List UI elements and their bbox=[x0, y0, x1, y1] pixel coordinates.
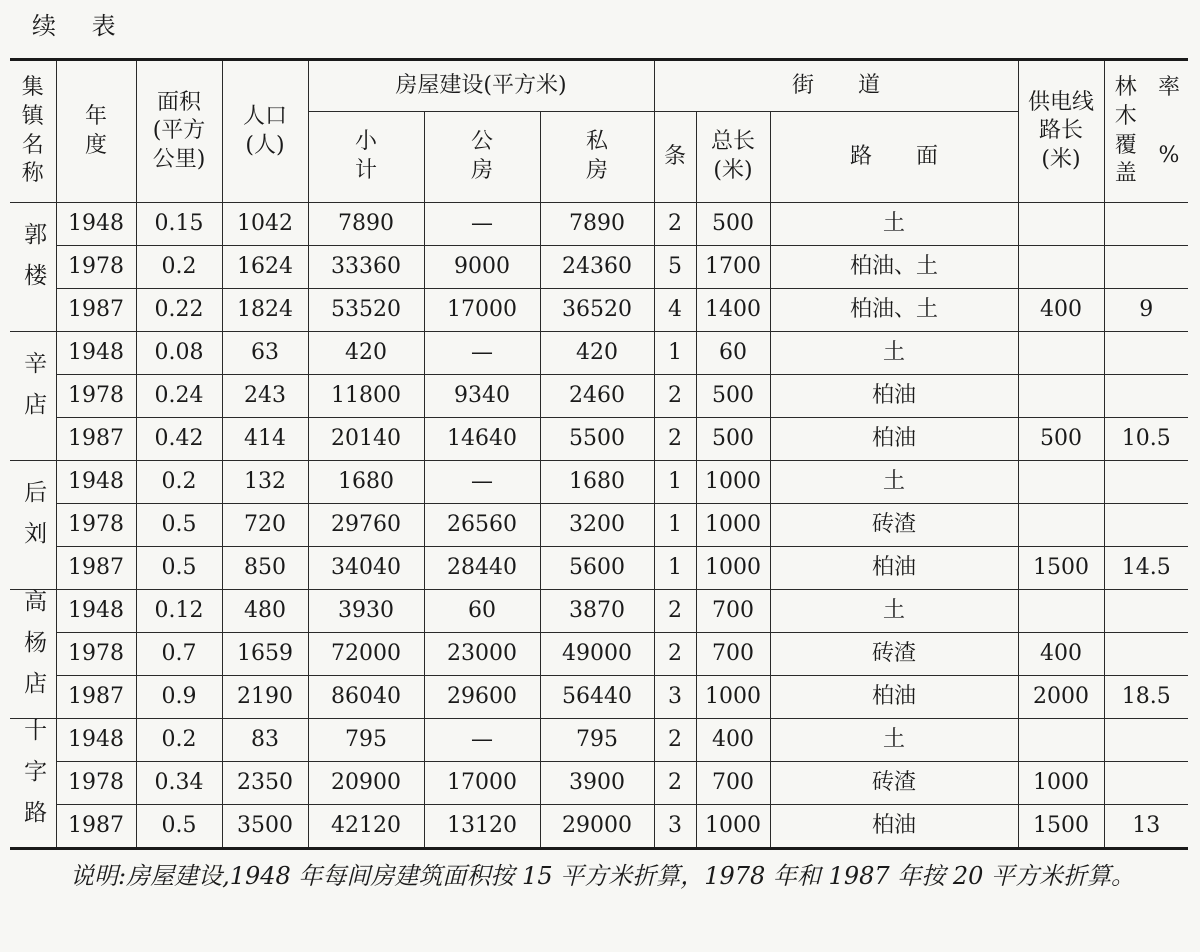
housing-public-cell: — bbox=[424, 461, 540, 504]
street-surface-cell: 砖渣 bbox=[770, 633, 1018, 676]
population-cell: 1824 bbox=[222, 289, 308, 332]
street-length-cell: 1700 bbox=[696, 246, 770, 289]
housing-public-cell: 29600 bbox=[424, 676, 540, 719]
housing-public-cell: — bbox=[424, 203, 540, 246]
housing-private-cell: 3870 bbox=[540, 590, 654, 633]
year-cell: 1987 bbox=[56, 418, 136, 461]
housing-total-cell: 795 bbox=[308, 719, 424, 762]
street-surface-cell: 土 bbox=[770, 332, 1018, 375]
housing-total-cell: 3930 bbox=[308, 590, 424, 633]
header-street-length: 总长(米) bbox=[696, 112, 770, 203]
year-cell: 1948 bbox=[56, 590, 136, 633]
header-year: 年度 bbox=[56, 60, 136, 203]
housing-public-cell: 13120 bbox=[424, 805, 540, 849]
forest-cover-cell: 9 bbox=[1104, 289, 1188, 332]
forest-cover-cell bbox=[1104, 332, 1188, 375]
area-cell: 0.7 bbox=[136, 633, 222, 676]
housing-private-cell: 5500 bbox=[540, 418, 654, 461]
street-length-cell: 500 bbox=[696, 375, 770, 418]
population-cell: 3500 bbox=[222, 805, 308, 849]
forest-cover-cell bbox=[1104, 504, 1188, 547]
population-cell: 63 bbox=[222, 332, 308, 375]
street-surface-cell: 柏油 bbox=[770, 375, 1018, 418]
street-count-cell: 2 bbox=[654, 633, 696, 676]
forest-cover-cell bbox=[1104, 762, 1188, 805]
housing-private-cell: 56440 bbox=[540, 676, 654, 719]
table-body bbox=[10, 203, 1188, 849]
header-housing-group: 房屋建设(平方米) bbox=[308, 60, 654, 112]
housing-public-cell: — bbox=[424, 719, 540, 762]
table-row bbox=[10, 418, 1188, 461]
housing-private-cell: 24360 bbox=[540, 246, 654, 289]
population-cell: 132 bbox=[222, 461, 308, 504]
housing-total-cell: 72000 bbox=[308, 633, 424, 676]
housing-total-cell: 34040 bbox=[308, 547, 424, 590]
power-line-cell: 400 bbox=[1018, 633, 1104, 676]
forest-cover-cell bbox=[1104, 633, 1188, 676]
street-length-cell: 400 bbox=[696, 719, 770, 762]
housing-public-cell: 9340 bbox=[424, 375, 540, 418]
street-count-cell: 2 bbox=[654, 375, 696, 418]
street-surface-cell: 土 bbox=[770, 461, 1018, 504]
area-cell: 0.24 bbox=[136, 375, 222, 418]
area-cell: 0.5 bbox=[136, 547, 222, 590]
power-line-cell bbox=[1018, 375, 1104, 418]
year-cell: 1948 bbox=[56, 332, 136, 375]
power-line-cell bbox=[1018, 246, 1104, 289]
street-length-cell: 500 bbox=[696, 203, 770, 246]
town-name-cell: 十字路 bbox=[10, 719, 56, 849]
housing-private-cell: 29000 bbox=[540, 805, 654, 849]
forest-cover-cell bbox=[1104, 719, 1188, 762]
population-cell: 2190 bbox=[222, 676, 308, 719]
area-cell: 0.42 bbox=[136, 418, 222, 461]
street-count-cell: 1 bbox=[654, 504, 696, 547]
header-forest-pct: % bbox=[1158, 142, 1180, 168]
power-line-cell: 1500 bbox=[1018, 547, 1104, 590]
street-length-cell: 60 bbox=[696, 332, 770, 375]
area-cell: 0.5 bbox=[136, 805, 222, 849]
table-row bbox=[10, 805, 1188, 849]
population-cell: 480 bbox=[222, 590, 308, 633]
population-cell: 1659 bbox=[222, 633, 308, 676]
street-count-cell: 2 bbox=[654, 418, 696, 461]
street-count-cell: 2 bbox=[654, 203, 696, 246]
forest-cover-cell bbox=[1104, 203, 1188, 246]
street-surface-cell: 砖渣 bbox=[770, 504, 1018, 547]
header-street-group: 街 道 bbox=[654, 60, 1018, 112]
housing-private-cell: 3900 bbox=[540, 762, 654, 805]
housing-total-cell: 420 bbox=[308, 332, 424, 375]
continued-table-title: 续 表 bbox=[32, 12, 130, 40]
year-cell: 1978 bbox=[56, 375, 136, 418]
table-row bbox=[10, 547, 1188, 590]
housing-total-cell: 20140 bbox=[308, 418, 424, 461]
housing-total-cell: 29760 bbox=[308, 504, 424, 547]
housing-private-cell: 5600 bbox=[540, 547, 654, 590]
power-line-cell bbox=[1018, 332, 1104, 375]
header-forest-label: 林木覆盖 bbox=[1114, 75, 1137, 187]
housing-total-cell: 42120 bbox=[308, 805, 424, 849]
year-cell: 1987 bbox=[56, 547, 136, 590]
power-line-cell bbox=[1018, 461, 1104, 504]
year-cell: 1948 bbox=[56, 719, 136, 762]
street-surface-cell: 柏油 bbox=[770, 547, 1018, 590]
table-row bbox=[10, 246, 1188, 289]
header-housing-public: 公房 bbox=[424, 112, 540, 203]
header-forest-rate: 率 bbox=[1157, 75, 1180, 101]
table-row bbox=[10, 590, 1188, 633]
header-population: 人口(人) bbox=[222, 60, 308, 203]
housing-total-cell: 20900 bbox=[308, 762, 424, 805]
header-area: 面积(平方公里) bbox=[136, 60, 222, 203]
street-count-cell: 2 bbox=[654, 719, 696, 762]
table-row bbox=[10, 676, 1188, 719]
housing-public-cell: 23000 bbox=[424, 633, 540, 676]
year-cell: 1987 bbox=[56, 805, 136, 849]
table-row bbox=[10, 461, 1188, 504]
street-length-cell: 700 bbox=[696, 762, 770, 805]
housing-public-cell: 28440 bbox=[424, 547, 540, 590]
forest-cover-cell bbox=[1104, 590, 1188, 633]
population-cell: 1042 bbox=[222, 203, 308, 246]
housing-public-cell: 26560 bbox=[424, 504, 540, 547]
year-cell: 1978 bbox=[56, 504, 136, 547]
year-cell: 1987 bbox=[56, 676, 136, 719]
forest-cover-cell: 18.5 bbox=[1104, 676, 1188, 719]
housing-total-cell: 53520 bbox=[308, 289, 424, 332]
area-cell: 0.12 bbox=[136, 590, 222, 633]
area-cell: 0.2 bbox=[136, 719, 222, 762]
street-surface-cell: 砖渣 bbox=[770, 762, 1018, 805]
header-power-line: 供电线路长(米) bbox=[1018, 60, 1104, 203]
header-forest-cover bbox=[1104, 60, 1188, 203]
street-length-cell: 1000 bbox=[696, 676, 770, 719]
street-length-cell: 700 bbox=[696, 633, 770, 676]
street-surface-cell: 柏油 bbox=[770, 418, 1018, 461]
housing-private-cell: 3200 bbox=[540, 504, 654, 547]
street-surface-cell: 土 bbox=[770, 590, 1018, 633]
header-street-count: 条 bbox=[654, 112, 696, 203]
housing-public-cell: 60 bbox=[424, 590, 540, 633]
year-cell: 1978 bbox=[56, 246, 136, 289]
table-note: 说明:房屋建设,1948 年每间房建筑面积按 15 平方米折算，1978 年和 1987 年按 20 平方米折算。 bbox=[70, 862, 1136, 890]
street-count-cell: 4 bbox=[654, 289, 696, 332]
power-line-cell: 400 bbox=[1018, 289, 1104, 332]
street-surface-cell: 柏油、土 bbox=[770, 289, 1018, 332]
area-cell: 0.34 bbox=[136, 762, 222, 805]
power-line-cell bbox=[1018, 719, 1104, 762]
street-length-cell: 1000 bbox=[696, 805, 770, 849]
forest-cover-cell bbox=[1104, 375, 1188, 418]
forest-cover-cell: 14.5 bbox=[1104, 547, 1188, 590]
year-cell: 1948 bbox=[56, 461, 136, 504]
housing-private-cell: 795 bbox=[540, 719, 654, 762]
table-row bbox=[10, 633, 1188, 676]
housing-private-cell: 7890 bbox=[540, 203, 654, 246]
street-surface-cell: 土 bbox=[770, 719, 1018, 762]
header-housing-private: 私房 bbox=[540, 112, 654, 203]
street-count-cell: 2 bbox=[654, 762, 696, 805]
street-surface-cell: 柏油 bbox=[770, 676, 1018, 719]
power-line-cell bbox=[1018, 203, 1104, 246]
power-line-cell: 1000 bbox=[1018, 762, 1104, 805]
population-cell: 2350 bbox=[222, 762, 308, 805]
housing-private-cell: 36520 bbox=[540, 289, 654, 332]
population-cell: 720 bbox=[222, 504, 308, 547]
population-cell: 414 bbox=[222, 418, 308, 461]
header-housing-total: 小计 bbox=[308, 112, 424, 203]
housing-total-cell: 11800 bbox=[308, 375, 424, 418]
housing-total-cell: 33360 bbox=[308, 246, 424, 289]
street-count-cell: 3 bbox=[654, 676, 696, 719]
area-cell: 0.22 bbox=[136, 289, 222, 332]
street-surface-cell: 柏油、土 bbox=[770, 246, 1018, 289]
table-row bbox=[10, 203, 1188, 246]
housing-private-cell: 49000 bbox=[540, 633, 654, 676]
street-surface-cell: 土 bbox=[770, 203, 1018, 246]
forest-cover-cell: 10.5 bbox=[1104, 418, 1188, 461]
table-row bbox=[10, 762, 1188, 805]
year-cell: 1948 bbox=[56, 203, 136, 246]
table-row bbox=[10, 719, 1188, 762]
year-cell: 1978 bbox=[56, 633, 136, 676]
street-count-cell: 2 bbox=[654, 590, 696, 633]
town-name-cell: 后刘 bbox=[10, 461, 56, 590]
area-cell: 0.15 bbox=[136, 203, 222, 246]
street-length-cell: 1000 bbox=[696, 504, 770, 547]
street-count-cell: 1 bbox=[654, 332, 696, 375]
table-row bbox=[10, 504, 1188, 547]
power-line-cell bbox=[1018, 504, 1104, 547]
power-line-cell: 500 bbox=[1018, 418, 1104, 461]
power-line-cell: 1500 bbox=[1018, 805, 1104, 849]
area-cell: 0.2 bbox=[136, 461, 222, 504]
header-street-surface: 路 面 bbox=[770, 112, 1018, 203]
housing-public-cell: 9000 bbox=[424, 246, 540, 289]
housing-private-cell: 1680 bbox=[540, 461, 654, 504]
table-header bbox=[10, 60, 1188, 203]
area-cell: 0.9 bbox=[136, 676, 222, 719]
housing-private-cell: 2460 bbox=[540, 375, 654, 418]
street-count-cell: 1 bbox=[654, 547, 696, 590]
housing-total-cell: 1680 bbox=[308, 461, 424, 504]
housing-public-cell: — bbox=[424, 332, 540, 375]
street-count-cell: 5 bbox=[654, 246, 696, 289]
table-row bbox=[10, 375, 1188, 418]
town-name-cell: 郭楼 bbox=[10, 203, 56, 332]
year-cell: 1978 bbox=[56, 762, 136, 805]
table-row bbox=[10, 332, 1188, 375]
town-name-cell: 辛店 bbox=[10, 332, 56, 461]
area-cell: 0.08 bbox=[136, 332, 222, 375]
street-length-cell: 1000 bbox=[696, 461, 770, 504]
population-cell: 243 bbox=[222, 375, 308, 418]
housing-total-cell: 7890 bbox=[308, 203, 424, 246]
street-count-cell: 3 bbox=[654, 805, 696, 849]
population-cell: 1624 bbox=[222, 246, 308, 289]
town-name-cell: 高杨店 bbox=[10, 590, 56, 719]
street-length-cell: 700 bbox=[696, 590, 770, 633]
street-length-cell: 500 bbox=[696, 418, 770, 461]
header-town-name: 集镇名称 bbox=[10, 60, 56, 203]
street-length-cell: 1000 bbox=[696, 547, 770, 590]
population-cell: 850 bbox=[222, 547, 308, 590]
year-cell: 1987 bbox=[56, 289, 136, 332]
street-length-cell: 1400 bbox=[696, 289, 770, 332]
town-construction-table bbox=[10, 58, 1188, 850]
area-cell: 0.5 bbox=[136, 504, 222, 547]
housing-public-cell: 17000 bbox=[424, 762, 540, 805]
power-line-cell bbox=[1018, 590, 1104, 633]
housing-total-cell: 86040 bbox=[308, 676, 424, 719]
power-line-cell: 2000 bbox=[1018, 676, 1104, 719]
housing-private-cell: 420 bbox=[540, 332, 654, 375]
population-cell: 83 bbox=[222, 719, 308, 762]
street-count-cell: 1 bbox=[654, 461, 696, 504]
housing-public-cell: 14640 bbox=[424, 418, 540, 461]
table-row bbox=[10, 289, 1188, 332]
housing-public-cell: 17000 bbox=[424, 289, 540, 332]
forest-cover-cell: 13 bbox=[1104, 805, 1188, 849]
street-surface-cell: 柏油 bbox=[770, 805, 1018, 849]
forest-cover-cell bbox=[1104, 461, 1188, 504]
area-cell: 0.2 bbox=[136, 246, 222, 289]
forest-cover-cell bbox=[1104, 246, 1188, 289]
